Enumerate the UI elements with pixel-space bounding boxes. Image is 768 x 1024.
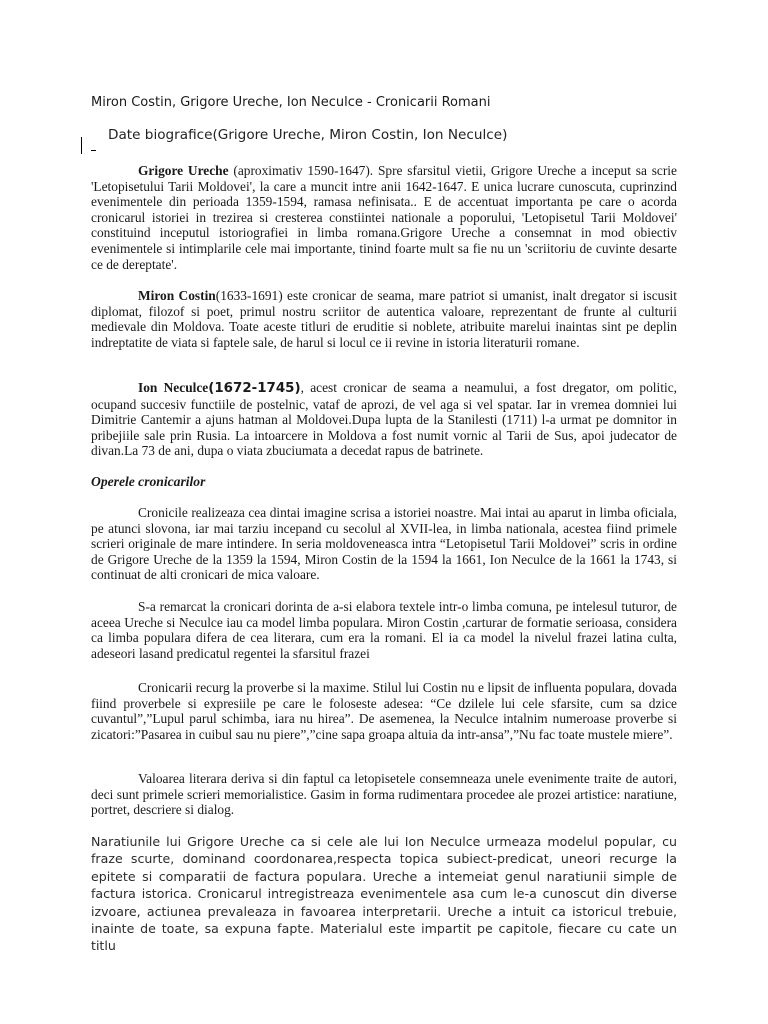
paragraph-cronicile: Cronicile realizeaza cea dintai imagine scrisa a istoriei noastre. Mai intai au aparut in limba oficiala, pe atunci slovona, iar mai tarziu incepand cu secolul al XVII-lea, in limba nationala, acestea fiind primele scrieri originale de mare intindere. In seria moldoveneasca intra “Letopisetul Tarii Moldovei” scris in ordine de Grigore Ureche de la 1359 la 1594, Miron Costin de la 1594 la 1661, Ion Neculce de la 1661 la 1743, si continuat de alti cronicari de mica valoare. xyxy=(91,505,677,583)
document-title: Miron Costin, Grigore Ureche, Ion Neculce - Cronicarii Romani xyxy=(91,95,491,110)
bio-costin-text: (1633-1691) este cronicar de seama, mare patriot si umanist, inalt dregator si iscusit diplomat, filozof si poet, primul nostru scriitor de autentica valoare, reprezentant de frunte al culturii medievale din Moldova. Toate aceste titluri de eruditie si noblete, atribuite marelui inaintas sint pe deplin indreptatite de viata si faptele sale, de harul si locul ce ii revine in istoria literaturii romane. xyxy=(91,288,677,350)
paragraph-naratiuni: Naratiunile lui Grigore Ureche ca si cele ale lui Ion Neculce urmeaza modelul popular, cu fraze scurte, dominand coordonarea,respecta topica subiect-predicat, uneori recurge la epitete si comparatii de factura populara. Ureche a intemeiat genul naratiunii simple de factura istorica. Cronicarul intregistreaza evenimentele asa cum le-a cunoscut din diverse izvoare, actiunea prevaleaza in favoarea interpretarii. Ureche a intuit ca istoricul trebuie, inainte de toate, sa expuna fapte. Materialul este impartit pe capitole, fiecare cu cate un titlu xyxy=(91,834,677,954)
bio-ureche-text: (aproximativ 1590-1647). Spre sfarsitul vietii, Grigore Ureche a inceput sa scrie 'Letopisetului Tarii Moldovei', la care a muncit intre anii 1642-1647. E unica lucrare cunoscuta, cuprinzind evenimentele din perioada 1359-1594, ramasa nefinisata.. E de accentuat importanta pe care o acorda cronicarul istoriei in trezirea si cresterea constiintei nationale a poporului, 'Letopisetul Tarii Moldovei' constituind inceputul istoriografiei in limba romana.Grigore Ureche a consemnat in mod obiectiv evenimentele si intimplarile cele mai importante, tinind foarte mult sa fie nu un 'scriitoriu de cuvinte desarte ce de dereptate'. xyxy=(91,163,677,272)
bio-neculce-years: (1672-1745) xyxy=(208,381,301,396)
bio-costin-paragraph xyxy=(91,288,677,350)
text-cursor xyxy=(81,137,82,154)
heading-operele: Operele cronicarilor xyxy=(91,474,206,489)
bio-costin-name: Miron Costin xyxy=(138,288,216,303)
paragraph-mark xyxy=(91,150,96,151)
bio-neculce-paragraph xyxy=(91,380,677,459)
bio-ureche-paragraph xyxy=(91,163,677,272)
section-subtitle: Date biografice(Grigore Ureche, Miron Costin, Ion Neculce) xyxy=(108,127,508,143)
paragraph-proverbe: Cronicarii recurg la proverbe si la maxime. Stilul lui Costin nu e lipsit de influenta populara, dovada fiind proverbele si expresiile pe care le foloseste adesea: “Ce dzilele lui cele sfarsite, cum sa dzice cuvantul”,”Lupul parul schimba, iara nu hirea”. De asemenea, la Neculce intalnim numeroase proverbe si zicatori:”Pasarea in cuibul sau nu piere”,”cine sapa groapa altuia da intr-ansa”,”Nu fac toate mustele miere”. xyxy=(91,680,677,742)
bio-ureche-name: Grigore Ureche xyxy=(138,163,229,178)
bio-neculce-name: Ion Neculce xyxy=(138,380,209,395)
paragraph-valoare: Valoarea literara deriva si din faptul ca letopisetele consemneaza unele evenimente traite de autori, deci sunt primele scrieri memorialistice. Gasim in forma rudimentara procedee ale prozei artistice: naratiune, portret, descriere si dialog. xyxy=(91,771,677,818)
bio-neculce-text: , acest cronicar de seama a neamului, a fost dregator, om politic, ocupand succesiv functiile de postelnic, vataf de aprozi, de vel aga si vel spatar. Iar in vremea domniei lui Dimitrie Cantemir a ajuns hatman al Moldovei.Dupa lupta de la Stanilesti (1711) l-a urmat pe domnitor in pribejiile sale prin Rusia. La intoarcere in Moldova a fost numit vornic al Tarii de Sus, apoi judecator de divan.La 73 de ani, dupa o viata zbuciumata a decedat rapus de batrinete. xyxy=(91,380,677,459)
paragraph-limba: S-a remarcat la cronicari dorinta de a-si elabora textele intr-o limba comuna, pe intelesul tuturor, de aceea Ureche si Neculce iau ca model limba populara. Miron Costin ,carturar de formatie serioasa, considera ca limba populara difera de cea literara, cum era la romani. El ia ca model la nivelul frazei latina culta, adeseori lasand predicatul regentei la sfarsitul frazei xyxy=(91,599,677,661)
